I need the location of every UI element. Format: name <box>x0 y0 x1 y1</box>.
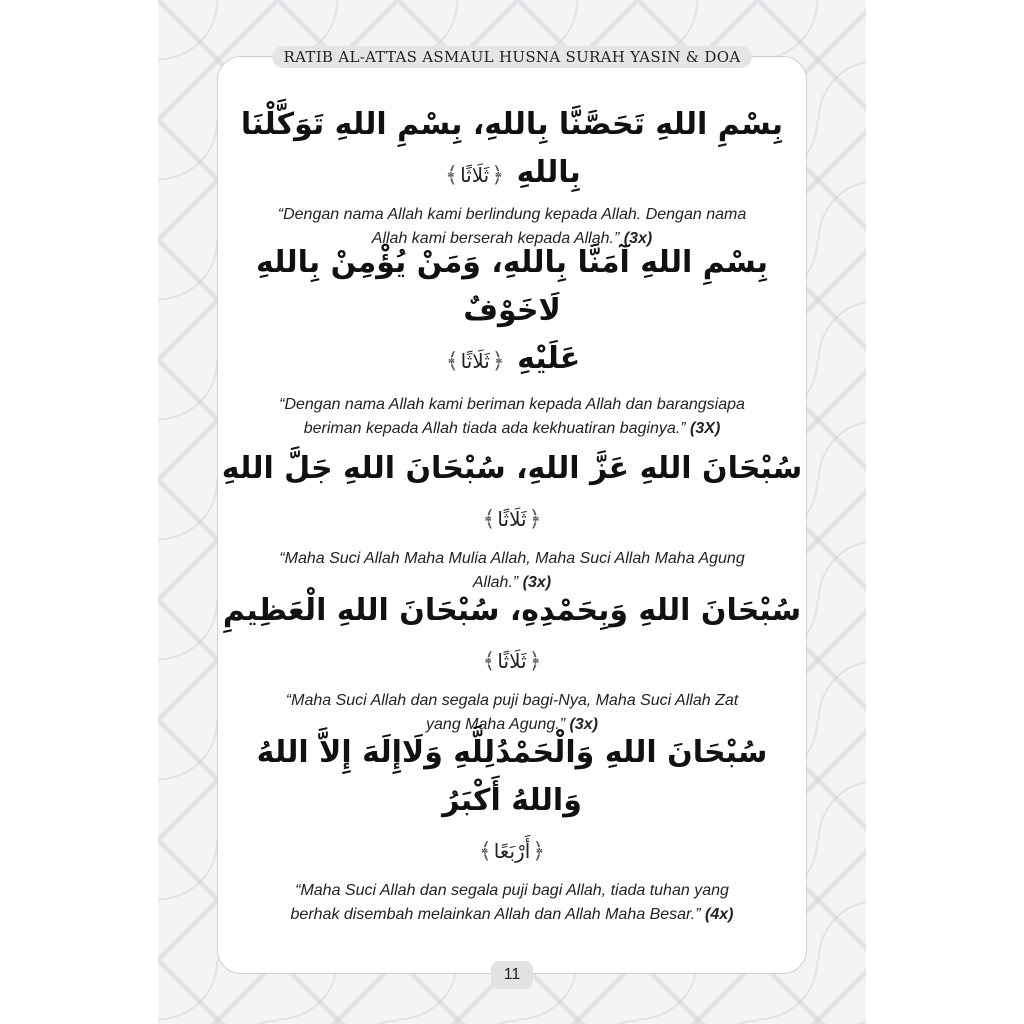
translation-line: beriman kepada Allah tiada ada kekhuatiran baginya.” <box>303 420 686 437</box>
arabic-count: ثَلَاثًا <box>460 349 490 373</box>
translation-line: “Dengan nama Allah kami beriman kepada Allah dan barangsiapa <box>279 396 745 413</box>
repeat-count: (3x) <box>623 230 653 247</box>
dua-block-1 <box>218 101 806 251</box>
arabic-count: ثَلَاثًا <box>497 507 527 531</box>
ornament-open-icon: ﴿ <box>528 649 542 674</box>
arabic-line: سُبْحَانَ اللهِ عَزَّ اللهِ، سُبْحَانَ اللهِ جَلَّ اللهِ <box>221 451 803 486</box>
arabic-line: بِسْمِ اللهِ آمَنَّا بِاللهِ، وَمَنْ يُؤْمِنْ بِاللهِ لَاخَوْفٌ <box>255 245 769 328</box>
header-title: RATIB AL-ATTAS ASMAUL HUSNA SURAH YASIN & DOA <box>283 48 741 66</box>
translation-line: “Maha Suci Allah dan segala puji bagi Allah, tiada tuhan yang <box>295 882 729 899</box>
repeat-count: (3x) <box>569 716 598 733</box>
translation <box>252 393 772 441</box>
arabic-text <box>218 445 806 541</box>
translation-line: berhak disembah melainkan Allah dan Allah Maha Besar.” <box>290 906 701 923</box>
ornament-close-icon: ﴾ <box>445 163 459 188</box>
arabic-count: ثَلَاثًا <box>460 163 490 187</box>
ornament-open-icon: ﴿ <box>532 839 546 864</box>
ornament-open-icon: ﴿ <box>528 507 542 532</box>
translation-line: Allah.” <box>472 574 519 591</box>
dua-block-2 <box>218 239 806 441</box>
dua-block-3 <box>218 445 806 595</box>
repeat-count: (3X) <box>690 420 721 437</box>
arabic-line: سُبْحَانَ اللهِ وَبِحَمْدِهِ، سُبْحَانَ اللهِ الْعَظِيمِ <box>222 593 802 628</box>
arabic-line: عَلَيْهِ <box>517 341 581 376</box>
dua-block-4 <box>218 587 806 737</box>
ornament-open-icon: ﴿ <box>491 349 505 374</box>
arabic-text <box>218 587 806 683</box>
ornament-close-icon: ﴾ <box>482 649 496 674</box>
translation-line: “Maha Suci Allah Maha Mulia Allah, Maha Suci Allah Maha Agung <box>279 550 745 567</box>
arabic-count: ثَلَاثًا <box>497 649 527 673</box>
arabic-line: بِسْمِ اللهِ تَحَصَّنَّا بِاللهِ، بِسْمِ اللهِ تَوَكَّلْنَا بِاللهِ <box>240 107 784 190</box>
ornament-open-icon: ﴿ <box>491 163 505 188</box>
repeat-count: (4x) <box>705 906 734 923</box>
translation-line: “Dengan nama Allah kami berlindung kepada Allah. Dengan nama <box>277 206 747 223</box>
arabic-text <box>218 729 806 873</box>
page-number-box <box>491 961 533 989</box>
translation <box>252 879 772 927</box>
dua-block-5 <box>218 729 806 927</box>
ornament-close-icon: ﴾ <box>445 349 459 374</box>
arabic-count: أَرْبَعًا <box>493 839 531 863</box>
translation-line: yang Maha Agung.” <box>426 716 566 733</box>
arabic-text <box>218 101 806 197</box>
repeat-count: (3x) <box>522 574 552 591</box>
ornament-close-icon: ﴾ <box>482 507 496 532</box>
header-bar <box>272 46 752 68</box>
page-number: 11 <box>503 966 521 983</box>
ornament-close-icon: ﴾ <box>478 839 492 864</box>
translation-line: “Maha Suci Allah dan segala puji bagi-Nya, Maha Suci Allah Zat <box>285 692 739 709</box>
translation-line: Allah kami berserah kepada Allah.” <box>371 230 620 247</box>
arabic-line: سُبْحَانَ اللهِ وَالْحَمْدُلِلَّهِ وَلَاإِلَهَ إِلاَّ اللهُ وَاللهُ أَكْبَرُ <box>256 735 768 818</box>
content-card <box>217 56 807 974</box>
arabic-text <box>218 239 806 383</box>
